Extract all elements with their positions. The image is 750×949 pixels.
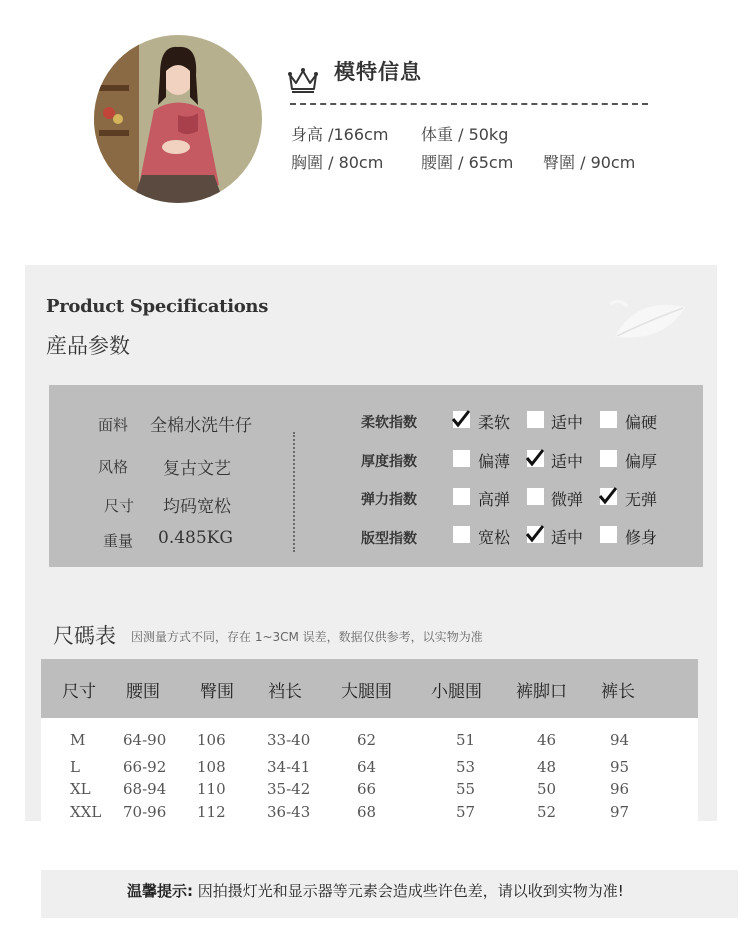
table-cell: 108 xyxy=(197,758,226,776)
table-cell: 52 xyxy=(537,803,557,821)
attr-value-style: 复古文艺 xyxy=(163,459,231,479)
table-cell: 112 xyxy=(197,803,226,821)
column-header: 大腿围 xyxy=(341,682,392,702)
index-label-fit: 版型指数 xyxy=(361,531,417,547)
model-hip: 臀圍 / 90cm xyxy=(543,153,636,172)
attr-value-weight: 0.485KG xyxy=(158,528,233,548)
table-cell: 64-90 xyxy=(123,731,167,749)
attr-value-size: 均码宽松 xyxy=(163,497,231,517)
leaf-watermark-icon xyxy=(605,292,690,352)
option-label: 偏薄 xyxy=(478,452,511,471)
size-chart-note: 因测量方式不同，存在 1~3CM 误差，数据仅供参考，以实物为准 xyxy=(131,630,483,644)
tip-label: 温馨提示: xyxy=(127,882,193,900)
table-cell: 62 xyxy=(357,731,377,749)
crown-icon xyxy=(287,65,319,95)
model-photo xyxy=(94,35,262,203)
table-cell: 95 xyxy=(610,758,630,776)
model-waist: 腰圍 / 65cm xyxy=(421,153,514,172)
checkbox-thickness-thin[interactable] xyxy=(453,450,470,467)
table-cell: 66 xyxy=(357,780,377,798)
tip-text xyxy=(127,880,624,901)
column-header: 尺寸 xyxy=(62,682,96,702)
index-label-elasticity: 弹力指数 xyxy=(361,492,417,508)
table-cell: 96 xyxy=(610,780,630,798)
option-label: 适中 xyxy=(551,413,584,432)
model-weight: 体重 / 50kg xyxy=(421,125,509,144)
checkbox-elasticity-slight[interactable] xyxy=(527,488,544,505)
table-cell: 97 xyxy=(610,803,630,821)
table-cell: 51 xyxy=(456,731,476,749)
attr-value-fabric: 全棉水洗牛仔 xyxy=(150,416,252,436)
table-cell: XL xyxy=(70,780,91,798)
table-cell: M xyxy=(70,731,86,749)
option-label: 偏硬 xyxy=(625,413,658,432)
table-cell: 68 xyxy=(357,803,377,821)
table-cell: 106 xyxy=(197,731,226,749)
option-label: 适中 xyxy=(551,452,584,471)
checkbox-softness-medium[interactable] xyxy=(527,411,544,428)
column-header: 腰围 xyxy=(126,682,160,702)
model-bust: 胸圍 / 80cm xyxy=(291,153,384,172)
checkbox-softness-hard[interactable] xyxy=(600,411,617,428)
table-cell: 70-96 xyxy=(123,803,167,821)
checkbox-fit-loose[interactable] xyxy=(453,526,470,543)
attr-label-weight: 重量 xyxy=(103,532,134,550)
table-cell: 55 xyxy=(456,780,476,798)
table-cell: 64 xyxy=(357,758,377,776)
table-cell: 33-40 xyxy=(267,731,311,749)
table-cell: 36-43 xyxy=(267,803,311,821)
table-cell: 35-42 xyxy=(267,780,311,798)
table-cell: 53 xyxy=(456,758,476,776)
column-header: 裤脚口 xyxy=(516,682,567,702)
column-header: 裆长 xyxy=(268,682,302,702)
option-label: 适中 xyxy=(551,528,584,547)
column-header: 裤长 xyxy=(601,682,635,702)
check-mark-icon xyxy=(598,486,618,506)
table-cell: 34-41 xyxy=(267,758,311,776)
table-cell: 110 xyxy=(197,780,226,798)
table-cell: XXL xyxy=(70,803,102,821)
column-header: 小腿围 xyxy=(431,682,482,702)
model-info-title: 模特信息 xyxy=(334,60,422,84)
spec-title-en: Product Specifications xyxy=(46,296,269,317)
table-cell: 94 xyxy=(610,731,630,749)
option-label: 无弹 xyxy=(625,490,658,509)
table-cell: 68-94 xyxy=(123,780,167,798)
table-cell: 48 xyxy=(537,758,557,776)
model-height: 身高 /166cm xyxy=(291,125,389,144)
table-cell: 66-92 xyxy=(123,758,167,776)
check-mark-icon xyxy=(525,448,545,468)
table-cell: 57 xyxy=(456,803,476,821)
attr-label-style: 风格 xyxy=(98,458,129,476)
size-chart-title: 尺碼表 xyxy=(53,624,116,648)
index-label-softness: 柔软指数 xyxy=(361,415,417,431)
divider xyxy=(290,103,648,105)
attr-label-fabric: 面料 xyxy=(98,416,129,434)
index-label-thickness: 厚度指数 xyxy=(361,454,417,470)
option-label: 高弹 xyxy=(478,490,511,509)
option-label: 宽松 xyxy=(478,528,511,547)
spec-title-cn: 産品参数 xyxy=(46,334,130,358)
column-header: 臀围 xyxy=(200,682,234,702)
checkbox-fit-slim[interactable] xyxy=(600,526,617,543)
column-divider xyxy=(293,432,295,552)
table-cell: 46 xyxy=(537,731,557,749)
table-cell: L xyxy=(70,758,80,776)
option-label: 偏厚 xyxy=(625,452,658,471)
check-mark-icon xyxy=(525,524,545,544)
option-label: 微弹 xyxy=(551,490,584,509)
option-label: 修身 xyxy=(625,528,658,547)
checkbox-thickness-thick[interactable] xyxy=(600,450,617,467)
tip-body: 因拍摄灯光和显示器等元素会造成些许色差，请以收到实物为准! xyxy=(193,882,624,900)
option-label: 柔软 xyxy=(478,413,511,432)
table-cell: 50 xyxy=(537,780,557,798)
check-mark-icon xyxy=(451,409,471,429)
attr-label-size: 尺寸 xyxy=(104,497,135,515)
checkbox-elasticity-high[interactable] xyxy=(453,488,470,505)
